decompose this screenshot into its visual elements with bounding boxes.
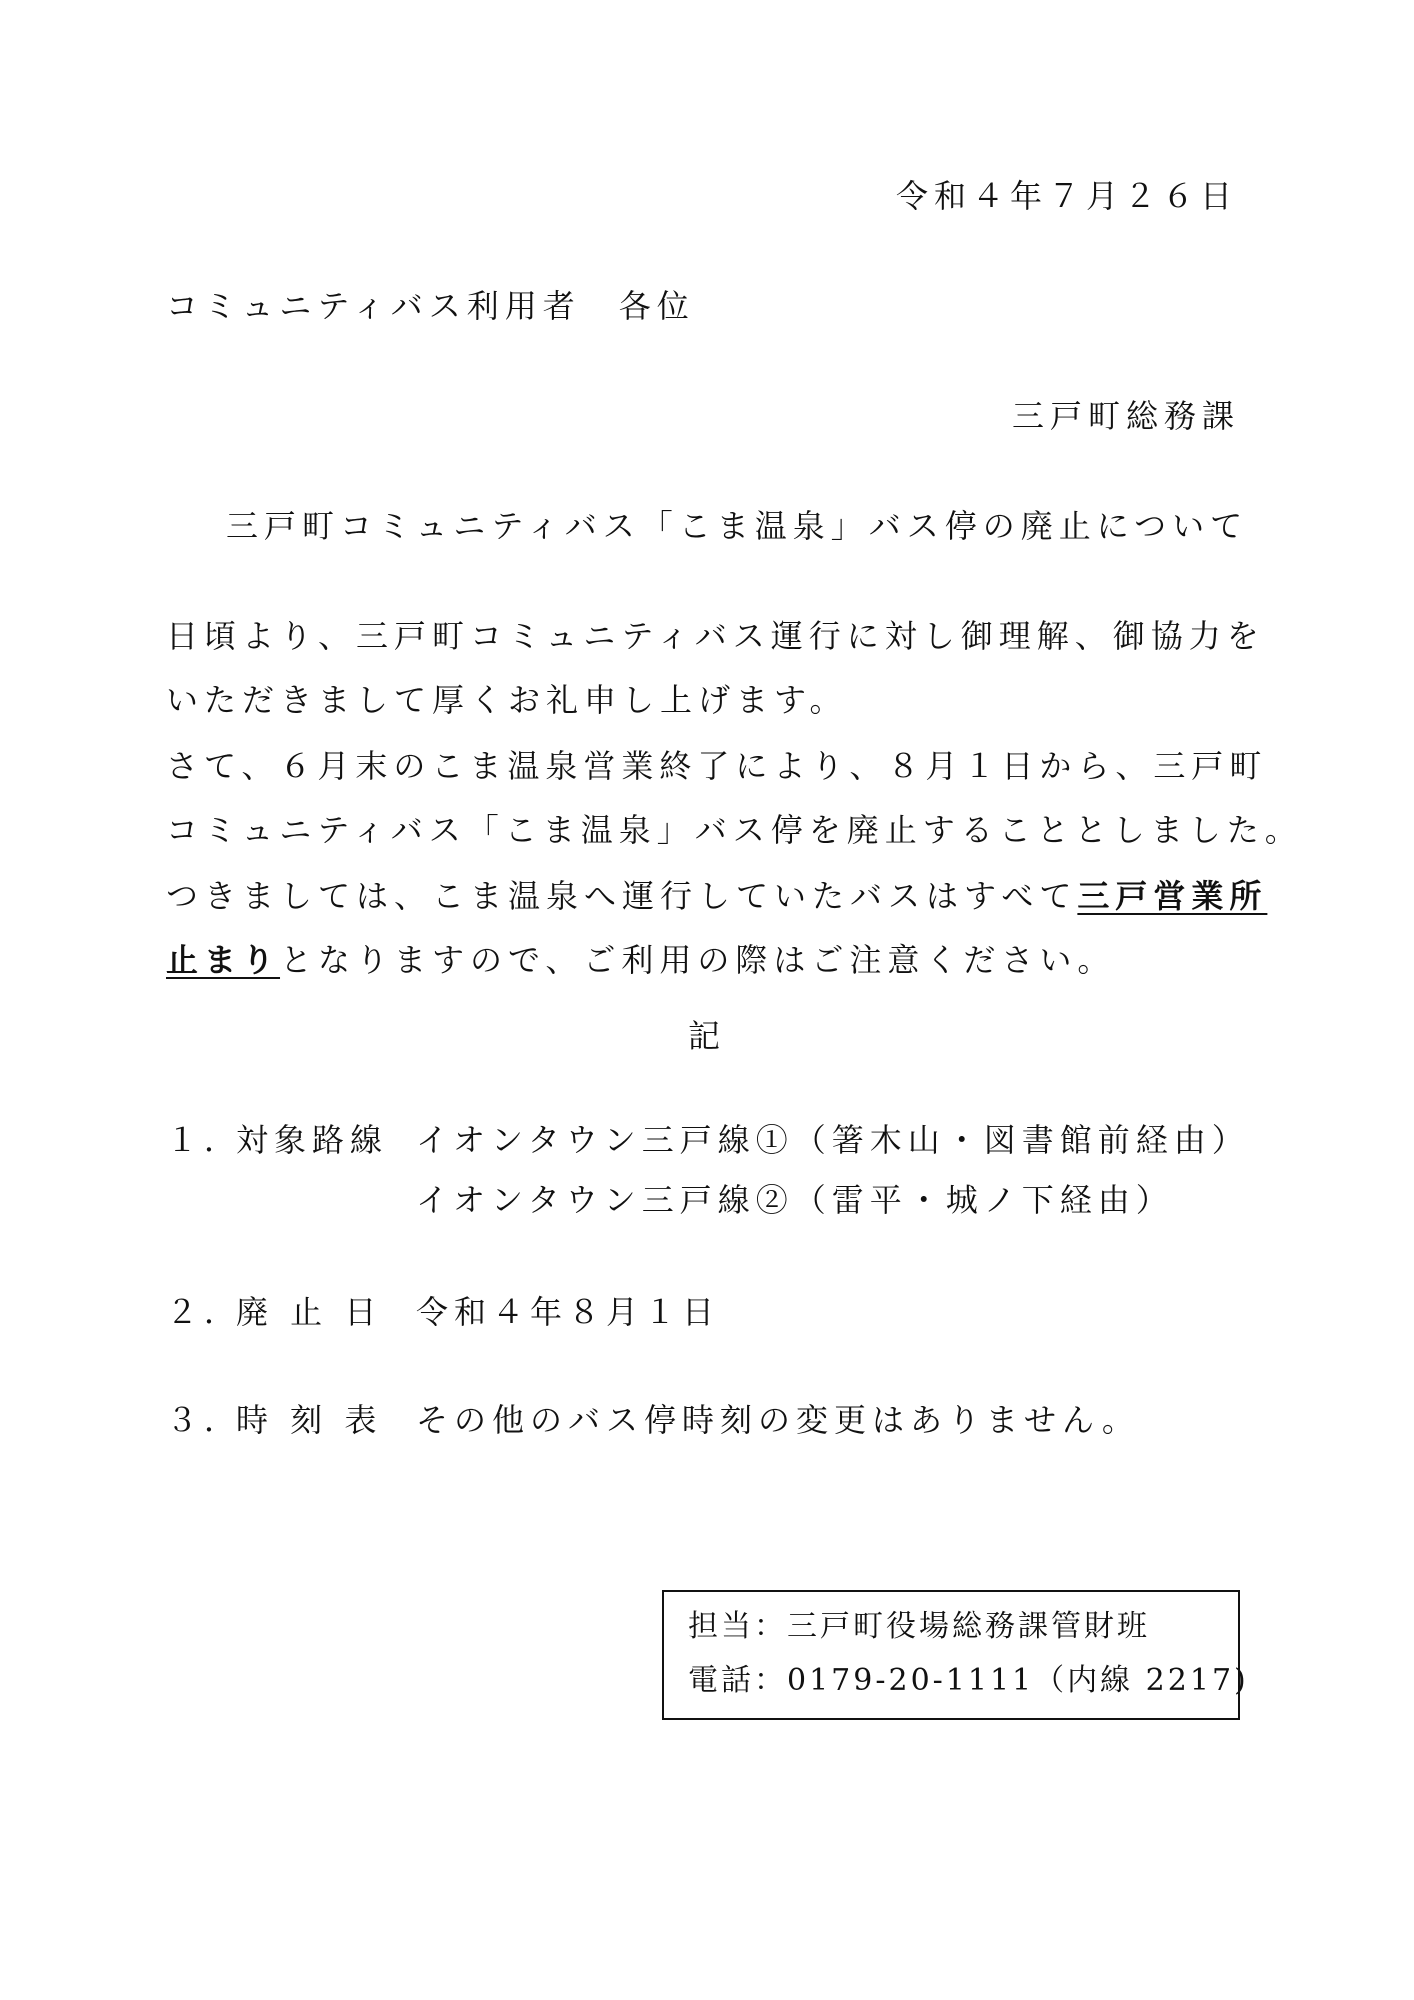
emphasized-text: 止まり [166,941,281,979]
item-number: ３． [166,1401,243,1439]
body-line: 日頃より、三戸町コミュニティバス運行に対し御理解、御協力を [166,617,1265,655]
sender: 三戸町総務課 [1011,397,1240,435]
item-value: その他のバス停時刻の変更はありません。 [416,1401,1140,1439]
contact-person: 担当：三戸町役場総務課管財班 [688,1609,1150,1644]
item-label: 対象路線 [236,1121,389,1159]
item-label: 廃 止 日 [236,1293,383,1331]
body-line: いただきまして厚くお礼申し上げます。 [166,681,848,719]
body-line [166,876,1267,916]
body-text: となりますので、ご利用の際はご注意ください。 [280,941,1116,979]
contact-phone: 電話：0179-20-1111（内線 2217) [688,1663,1249,1698]
addressee: コミュニティバス利用者 各位 [166,287,695,325]
item-number: ２． [166,1293,243,1331]
item-value: イオンタウン三戸線①（箸木山・図書館前経由） [416,1121,1250,1159]
emphasized-text: 三戸営業所 [1077,877,1268,915]
contact-box [662,1590,1249,1720]
body-text: つきましては、こま温泉へ運行していたバスはすべて [166,877,1078,915]
item-value: イオンタウン三戸線②（雷平・城ノ下経由） [416,1181,1174,1219]
body-line [166,940,1115,980]
ki-heading: 記 [688,1017,727,1055]
item-number: １． [166,1121,243,1159]
document-title: 三戸町コミュニティバス「こま温泉」バス停の廃止について [226,507,1249,545]
body-line: さて、６月末のこま温泉営業終了により、８月１日から、三戸町 [166,747,1268,785]
document-date: 令和４年７月２６日 [895,177,1238,215]
body-line: コミュニティバス「こま温泉」バス停を廃止することとしました。 [166,811,1303,849]
item-value: 令和４年８月１日 [416,1293,721,1331]
item-label: 時 刻 表 [236,1401,383,1439]
